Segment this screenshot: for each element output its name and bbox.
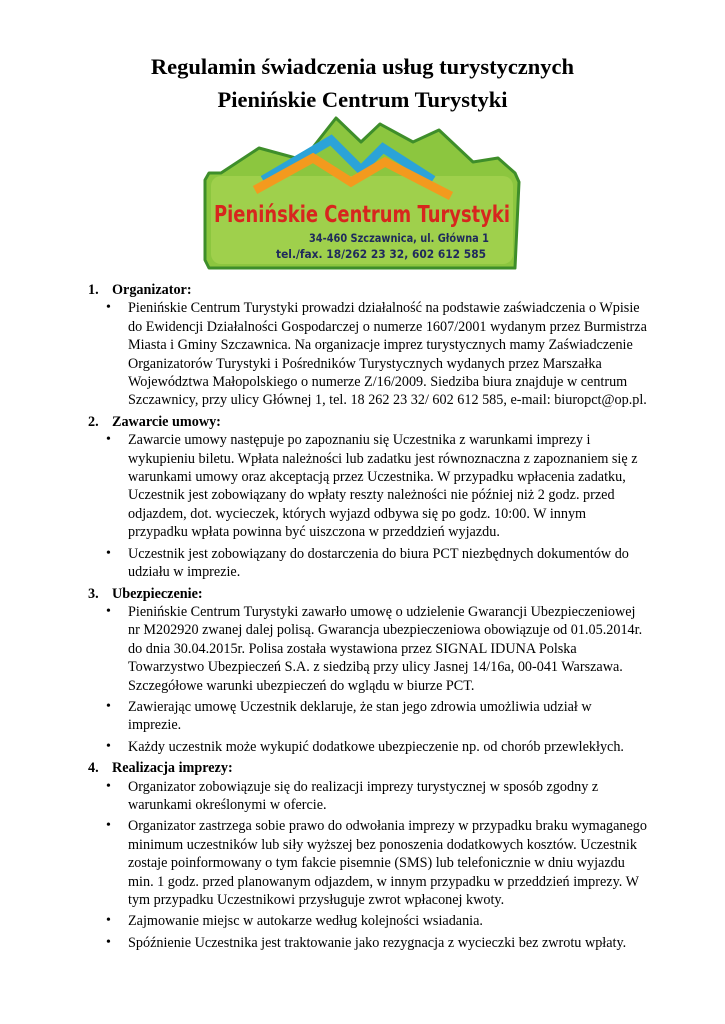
list-item: • Organizator zobowiązuje się do realizacji imprezy turystycznej w sposób zgodny z warunkami określonymi w ofercie. xyxy=(88,778,648,815)
list-item: • Każdy uczestnik może wykupić dodatkowe ubezpieczenie np. od chorób przewlekłych. xyxy=(88,738,648,756)
list-item: • Zajmowanie miejsc w autokarze według kolejności wsiadania. xyxy=(88,912,648,930)
list-item: • Organizator zastrzega sobie prawo do odwołania imprezy w przypadku braku wymaganego minimum uczestników lub siły wyższej bez ponoszenia dodatkowych kosztów. Uczestnik zostaje poinformowany o tym fakcie pisemnie (SMS) lub telefonicznie w dniu wyjazdu min. 1 godz. przed planowanym odjazdem, w innym przypadku w przeddzień imprezy. W tym przypadku Uczestnikowi przysługuje zwrot wpłaconej kwoty. xyxy=(88,817,648,909)
section-number: 1. xyxy=(88,282,99,298)
section-heading: Realizacja imprezy: xyxy=(112,760,233,777)
section-heading: Organizator: xyxy=(112,282,192,298)
title-line-1: Regulamin świadczenia usług turystycznych xyxy=(150,54,575,79)
company-logo xyxy=(203,118,521,268)
regulations-body xyxy=(88,281,648,955)
title-line-2: Pienińskie Centrum Turystyki xyxy=(217,87,508,112)
section-list xyxy=(88,778,648,953)
logo-phone: tel./fax. 18/262 23 32, 602 612 585 xyxy=(276,247,486,261)
logo-address: 34-460 Szczawnica, ul. Główna 1 xyxy=(309,231,489,245)
section-list xyxy=(88,299,648,409)
section-heading: Ubezpieczenie: xyxy=(112,585,203,602)
section-organizer xyxy=(88,281,648,410)
section-heading: Zawarcie umowy: xyxy=(112,413,221,430)
section-list xyxy=(88,603,648,756)
document-title xyxy=(0,50,725,116)
logo-name: Pienińskie Centrum Turystyki xyxy=(214,202,510,228)
section-insurance xyxy=(88,585,648,757)
list-item: • Uczestnik jest zobowiązany do dostarczenia do biura PCT niezbędnych dokumentów do udziału w imprezie. xyxy=(88,545,648,582)
list-item: • Pienińskie Centrum Turystyki zawarło umowę o udzielenie Gwarancji Ubezpieczeniowej nr M202920 zwanej dalej polisą. Gwarancja ubezpieczeniowa obowiązuje od 01.05.2014r. do dnia 30.04.2015r. Polisa została wystawiona przez SIGNAL IDUNA Polska Towarzystwo Ubezpieczeń S.A. z siedzibą przy ulicy Jasnej 14/16a, 00-041 Warszawa. Szczegółowe warunki ubezpieczeń do wglądu w biurze PCT. xyxy=(88,603,648,695)
section-number: 3. xyxy=(88,585,99,602)
list-item: • Pienińskie Centrum Turystyki prowadzi działalność na podstawie zaświadczenia o Wpisie do Ewidencji Działalności Gospodarczej o numerze 1607/2001 wydanym przez Burmistrza Miasta i Gminy Szczawnica. Na organizacje imprez turystycznych mamy Zaświadczenie Organizatorów Turystyki i Pośredników Turystycznych wydanych przez Marszałka Województwa Małopolskiego o numerze Z/16/2009. Siedziba biura znajduje w centrum Szczawnicy, przy ulicy Głównej 1, tel. 18 262 23 32/ 602 612 585, e-mail: biuropct@op.pl. xyxy=(88,299,648,409)
section-contract xyxy=(88,413,648,582)
section-list xyxy=(88,431,648,581)
list-item: • Zawarcie umowy następuje po zapoznaniu się Uczestnika z warunkami imprezy i wykupieniu biletu. Wpłata należności lub zadatku jest równoznaczna z zapoznaniem się z warunkami umowy oraz akceptacją przez Uczestnika. W przypadku wpłacenia zadatku, Uczestnik jest zobowiązany do wpłaty reszty należności nie później niż 2 godz. przed odjazdem, dot. wycieczek, których wyjazd odbywa się po godz. 10:00. W innym przypadku wpłata powinna być uiszczona w przeddzień wyjazdu. xyxy=(88,431,648,541)
list-item: • Zawierając umowę Uczestnik deklaruje, że stan jego zdrowia umożliwia udział w imprezie. xyxy=(88,698,648,735)
section-number: 4. xyxy=(88,760,99,777)
list-item: • Spóźnienie Uczestnika jest traktowanie jako rezygnacja z wycieczki bez zwrotu wpłaty. xyxy=(88,934,648,952)
section-number: 2. xyxy=(88,413,99,430)
section-realization xyxy=(88,759,648,952)
